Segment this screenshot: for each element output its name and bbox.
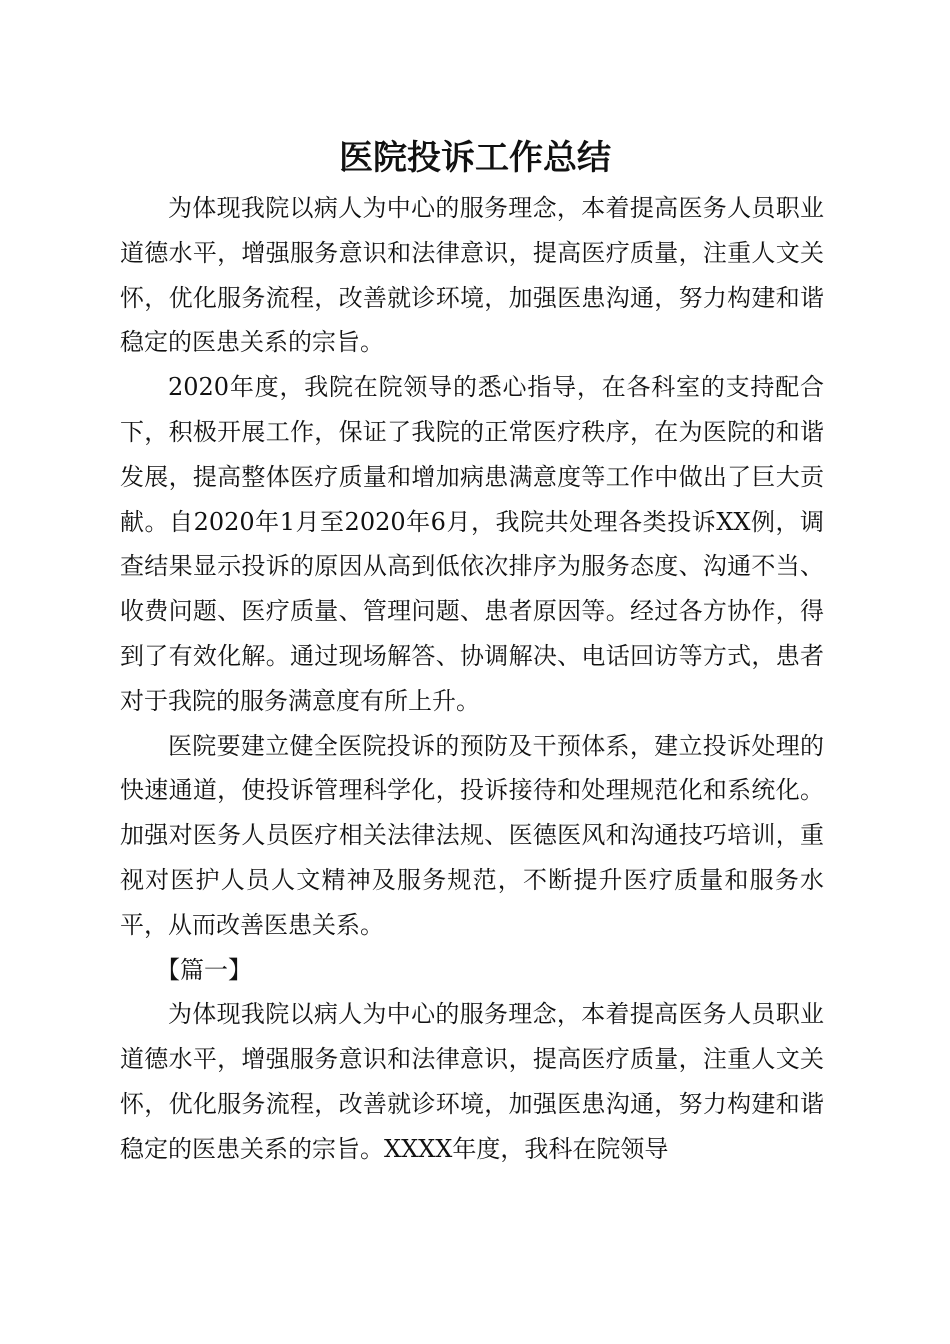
section-heading: 【篇一】 (156, 955, 252, 984)
document-title: 医院投诉工作总结 (339, 138, 611, 178)
paragraph-improvement-plan: 医院要建立健全医院投诉的预防及干预体系，建立投诉处理的快速通道，使投诉管理科学化，投诉接待和处理规范化和系统化。加强对医务人员医疗相关法律法规、医德医风和沟通技巧培训，重视对医护人员人文精神及服务规范，不断提升医疗质量和服务水平，从而改善医患关系。 (120, 731, 824, 939)
paragraph-annual-summary: 2020年度，我院在院领导的悉心指导，在各科室的支持配合下，积极开展工作，保证了我院的正常医疗秩序，在为医院的和谐发展，提高整体医疗质量和增加病患满意度等工作中做出了巨大贡献。自2020年1月至2020年6月，我院共处理各类投诉XX例，调查结果显示投诉的原因从高到低依次排序为服务态度、沟通不当、收费问题、医疗质量、管理问题、患者原因等。经过各方协作，得到了有效化解。通过现场解答、协调解决、电话回访等方式，患者对于我院的服务满意度有所上升。 (120, 373, 824, 715)
document-body (120, 186, 824, 1172)
paragraph-intro: 为体现我院以病人为中心的服务理念，本着提高医务人员职业道德水平，增强服务意识和法律意识，提高医疗质量，注重人文关怀，优化服务流程，改善就诊环境，加强医患沟通，努力构建和谐稳定的医患关系的宗旨。 (120, 194, 824, 357)
paragraph-section-one: 为体现我院以病人为中心的服务理念，本着提高医务人员职业道德水平，增强服务意识和法律意识，提高医疗质量，注重人文关怀，优化服务流程，改善就诊环境，加强医患沟通，努力构建和谐稳定的医患关系的宗旨。XXXX年度，我科在院领导 (120, 1000, 824, 1163)
